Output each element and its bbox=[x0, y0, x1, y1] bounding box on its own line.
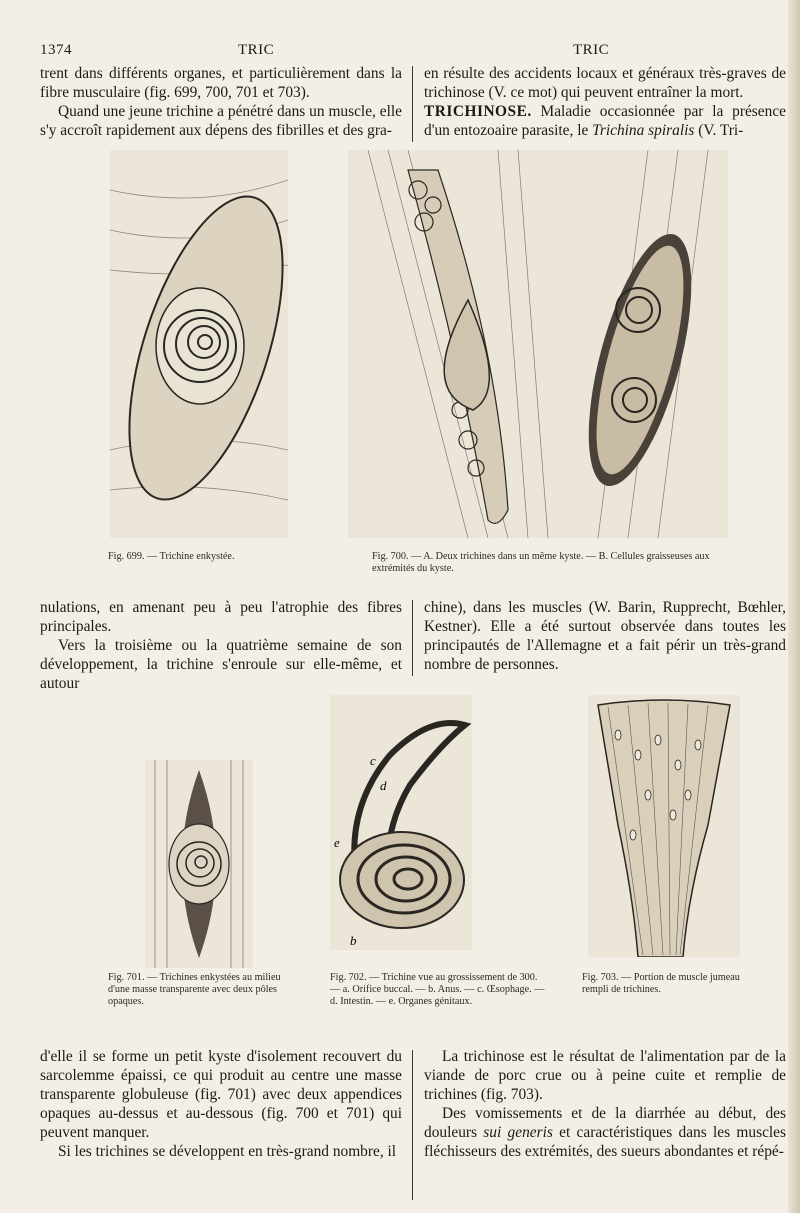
muscle-portion-illustration bbox=[588, 695, 740, 957]
paragraph: La trichinose est le résultat de l'alimentation par de la viande de porc crue ou à peine cuite et remplie de trichines (fig. 703). bbox=[424, 1048, 786, 1103]
trichinae-transparent-mass-illustration bbox=[145, 760, 253, 968]
page-edge-shadow bbox=[788, 0, 800, 1213]
column-rule bbox=[412, 600, 413, 676]
caption-fig-699: Fig. 699. — Trichine enkystée. bbox=[108, 551, 235, 562]
column-rule bbox=[412, 1050, 413, 1200]
paragraph-text: Des vomissements et de la diarrhée au début, des douleurs bbox=[424, 1105, 786, 1141]
label-e: e bbox=[334, 835, 340, 850]
column-rule bbox=[412, 66, 413, 142]
figure-699 bbox=[110, 150, 288, 538]
figure-700 bbox=[348, 150, 728, 538]
running-head-left: TRIC bbox=[238, 42, 275, 58]
caption-fig-702: Fig. 702. — Trichine vue au grossissement de 300. — a. Orifice buccal. — b. Anus. — c. Œsophage. — d. Intestin. — e. Organes génitaux. bbox=[330, 972, 545, 1007]
left-column-top bbox=[40, 64, 402, 140]
trichina-magnified-illustration bbox=[330, 695, 472, 950]
right-column-bottom bbox=[424, 1047, 786, 1161]
two-trichinae-cyst-illustration bbox=[348, 150, 728, 538]
species-name: Trichina spiralis bbox=[592, 122, 695, 139]
caption-fig-703: Fig. 703. — Portion de muscle jumeau rempli de trichines. bbox=[582, 972, 740, 995]
paragraph-text: et caractéristiques dans les muscles fléchisseurs des extrémités, des sueurs abondantes et répé- bbox=[424, 1124, 786, 1160]
latin-phrase: sui generis bbox=[483, 1124, 553, 1141]
page-number: 1374 bbox=[40, 42, 72, 58]
left-column-middle bbox=[40, 598, 402, 693]
paragraph-text: (V. Tri- bbox=[694, 122, 744, 139]
paragraph: Si les trichines se développent en très-grand nombre, il bbox=[58, 1143, 397, 1160]
paragraph: d'elle il se forme un petit kyste d'isolement recouvert du sarcolemme épaissi, ce qui produit au centre une masse transparente globuleuse (fig. 701) avec deux appendices opaques au-dessus et au-dessous (fig. 700 et 701) qui peuvent manquer. bbox=[40, 1048, 402, 1141]
figure-701 bbox=[145, 760, 253, 968]
figure-702 bbox=[330, 695, 472, 950]
paragraph: Vers la troisième ou la quatrième semaine de son développement, la trichine s'enroule sur elle-même, et autour bbox=[40, 637, 402, 692]
label-d: d bbox=[380, 778, 387, 793]
figure-703 bbox=[588, 695, 740, 957]
caption-fig-700: Fig. 700. — A. Deux trichines dans un même kyste. — B. Cellules graisseuses aux extrémités du kyste. bbox=[372, 551, 710, 574]
encysted-trichina-illustration bbox=[110, 150, 288, 538]
running-head-right: TRIC bbox=[573, 42, 610, 58]
label-b: b bbox=[350, 933, 357, 948]
paragraph: en résulte des accidents locaux et généraux très-graves de trichinose (V. ce mot) qui peuvent entraîner la mort. bbox=[424, 65, 786, 101]
paragraph-text: Maladie occasionnée par la présence d'un entozoaire parasite, le bbox=[424, 103, 786, 139]
right-column-middle bbox=[424, 598, 786, 674]
entry-heading: TRICHINOSE. bbox=[424, 103, 532, 120]
paragraph: trent dans différents organes, et particulièrement dans la fibre musculaire (fig. 699, 700, 701 et 703). bbox=[40, 65, 402, 101]
left-column-bottom bbox=[40, 1047, 402, 1161]
label-c: c bbox=[370, 753, 376, 768]
caption-fig-701: Fig. 701. — Trichines enkystées au milieu d'une masse transparente avec deux pôles opaques. bbox=[108, 972, 281, 1007]
paragraph: chine), dans les muscles (W. Barin, Rupprecht, Bœhler, Kestner). Elle a été surtout observée dans toutes les principautés de l'Allemagne et a fait périr un très-grand nombre de personnes. bbox=[424, 599, 786, 673]
paragraph: nulations, en amenant peu à peu l'atrophie des fibres principales. bbox=[40, 599, 402, 635]
paragraph: Quand une jeune trichine a pénétré dans un muscle, elle s'y accroît rapidement aux dépens des fibrilles et des gra- bbox=[40, 103, 402, 139]
right-column-top bbox=[424, 64, 786, 140]
